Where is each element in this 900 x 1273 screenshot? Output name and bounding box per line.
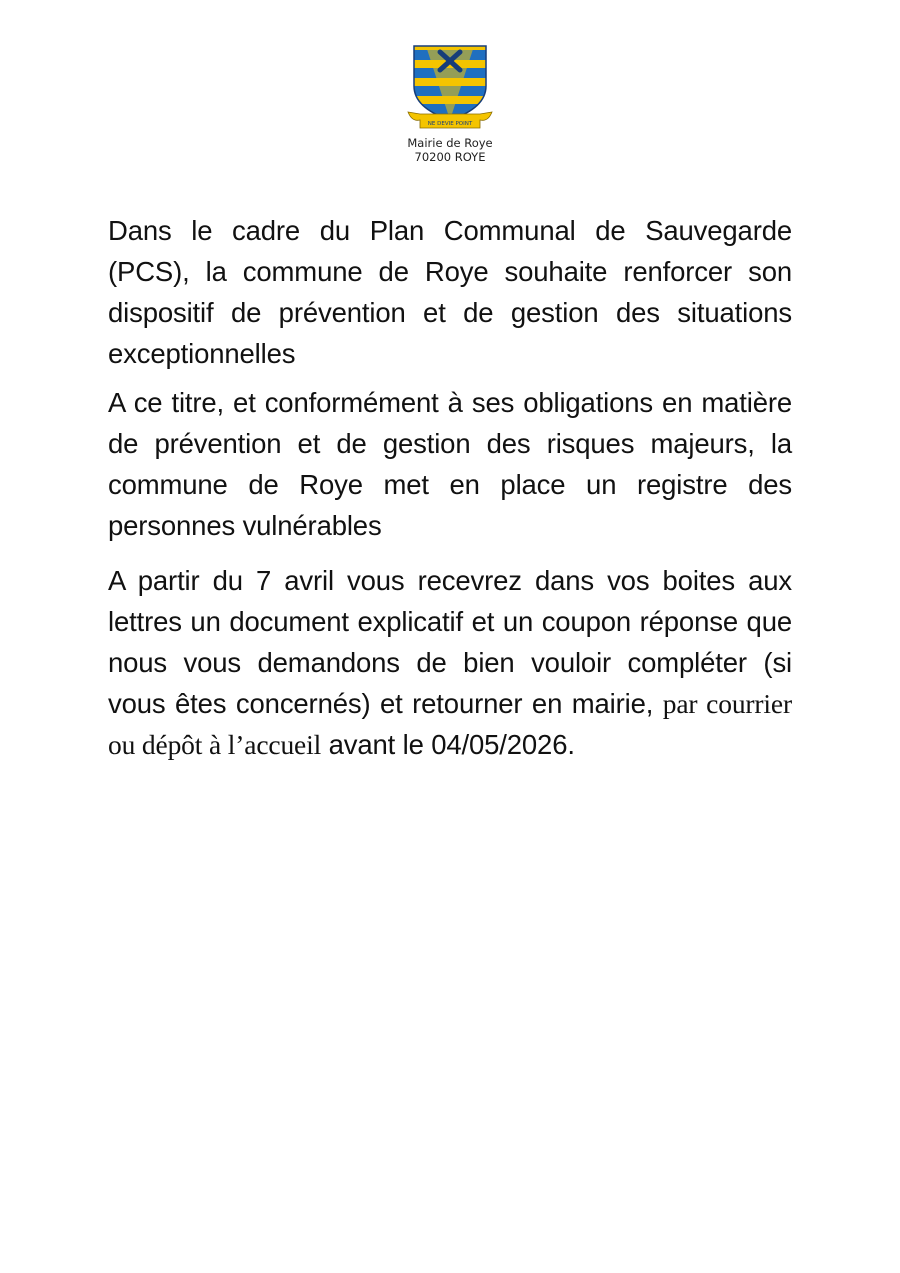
paragraph-3 (108, 560, 792, 765)
paragraph-3-part-1: A partir du 7 avril vous recevrez dans vos boites aux lettres un document explicatif et un coupon réponse que nous vous demandons de bien vouloir compléter (si vous êtes concernés) et retourner en mairie, (108, 565, 792, 719)
mairie-name: Mairie de Roye (407, 136, 493, 150)
mairie-address: 70200 ROYE (414, 150, 486, 164)
paragraph-1: Dans le cadre du Plan Communal de Sauvegarde (PCS), la commune de Roye souhaite renforcer son dispositif de prévention et de gestion des situations exceptionnelles (108, 215, 792, 369)
paragraph-2: A ce titre, et conformément à ses obligations en matière de prévention et de gestion des risques majeurs, la commune de Roye met en place un registre des personnes vulnérables (108, 387, 792, 541)
letterhead (0, 42, 900, 164)
paragraph-3-part-2: par courrier ou dépôt à l’accueil (108, 688, 792, 760)
paragraph-3-part-3: avant le 04/05/2026. (328, 729, 575, 760)
notice-body (108, 210, 792, 765)
roye-coat-of-arms-icon (404, 42, 496, 134)
motto-text: NE DEVIE POINT (427, 121, 473, 127)
